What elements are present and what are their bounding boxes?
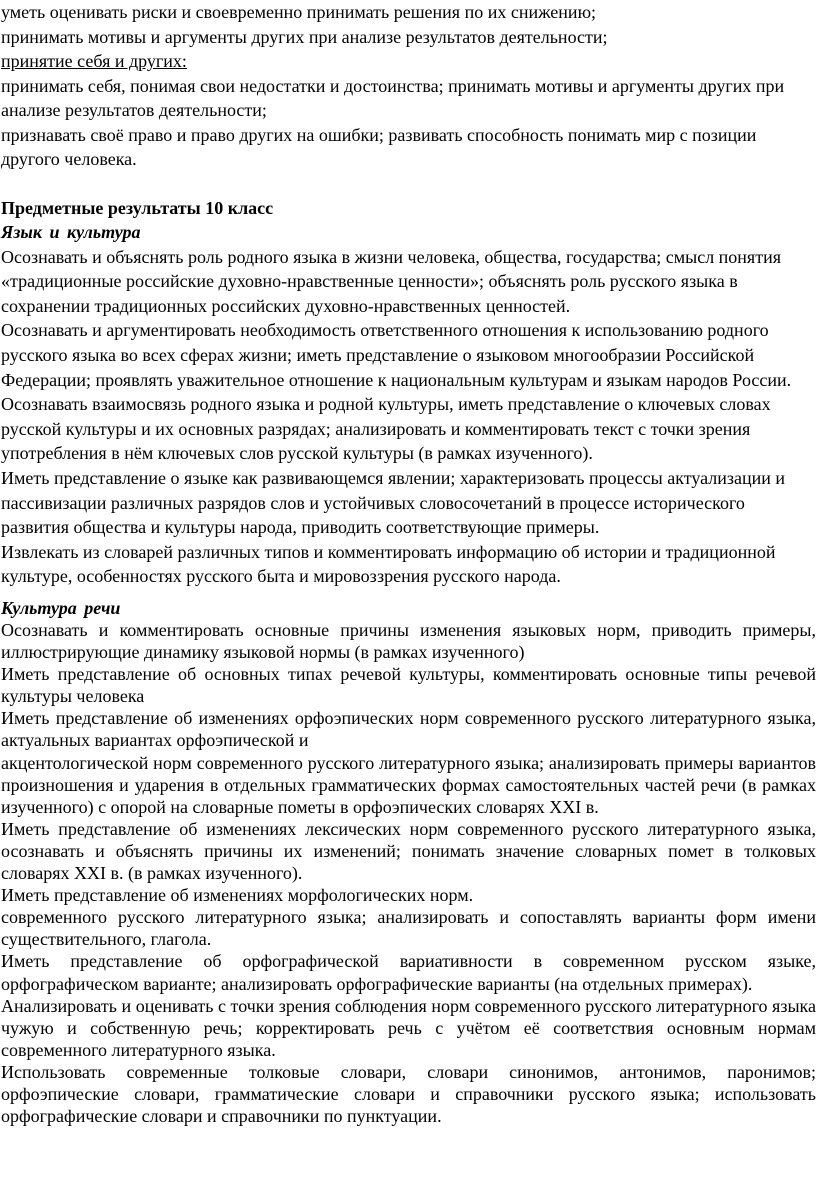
results-heading: Предметные результаты 10 класс: [1, 197, 274, 218]
intro-paragraph-2: признавать своё право и право других на ошибки; развивать способность понимать мир с позиции другого человека.: [1, 124, 757, 169]
language-culture-title: Язык и культура: [1, 222, 141, 243]
language-culture-paragraph: Осознавать взаимосвязь родного языка и родной культуры, иметь представление о ключевых словах русской культуры и их основных разрядах; анализировать и комментировать текст с точки зрения употребления в нём ключевых слов русской культуры (в рамках изученного).: [1, 394, 771, 464]
speech-culture-paragraph: современного русского литературного языка; анализировать и сопоставлять варианты форм имени существительного, глагола.: [1, 907, 816, 950]
speech-culture-section: [1, 597, 816, 1127]
intro-subtitle: принятие себя и других:: [1, 51, 187, 71]
intro-section: [1, 0, 816, 172]
language-culture-paragraph: Осознавать и аргументировать необходимость ответственного отношения к использованию родного русского языка во всех сферах жизни; иметь представление о языковом многообразии Российской Федерации; проявлять уважительное отношение к национальным культурам и языкам народов России.: [1, 320, 792, 390]
speech-culture-paragraph: Осознавать и комментировать основные причины изменения языковых норм, приводить примеры, иллюстрирующие динамику языковой нормы (в рамках изученного): [1, 620, 816, 663]
language-culture-paragraph: Извлекать из словарей различных типов и комментировать информацию об истории и традиционной культуре, особенностях русского быта и мировоззрения русского народа.: [1, 541, 776, 587]
language-culture-paragraph: Осознавать и объяснять роль родного языка в жизни человека, общества, государства; смысл понятия «традиционные российские духовно-нравственные ценности»; объяснять роль русского языка в сохранении традиционных российских духовно-нравственных ценностей.: [1, 246, 781, 316]
section-gap: [1, 172, 816, 196]
language-culture-paragraph: Иметь представление о языке как развивающемся явлении; характеризовать процессы актуализации и пассивизации различных разрядов слов и устойчивых словосочетаний в процессе исторического развития общества и культуры народа, приводить соответствующие примеры.: [1, 468, 786, 538]
speech-culture-paragraph: Использовать современные толковые словари, словари синонимов, антонимов, паронимов; орфоэпические словари, грамматические словари и справочники русского языка; использовать орфографические словари и справочники по пунктуации.: [1, 1061, 816, 1127]
speech-culture-paragraph: Иметь представление об изменениях лексических норм современного русского литературного языка, осознавать и объяснять причины их изменений; понимать значение словарных помет в толковых словарях XXI в. (в рамках изученного).: [1, 818, 816, 884]
intro-paragraph-1: принимать себя, понимая свои недостатки и достоинства; принимать мотивы и аргументы других при анализе результатов деятельности;: [1, 75, 785, 120]
intro-line-1: уметь оценивать риски и своевременно принимать решения по их снижению;: [1, 2, 597, 22]
intro-line-2: принимать мотивы и аргументы других при анализе результатов деятельности;: [1, 26, 608, 47]
speech-culture-title: Культура речи: [1, 598, 121, 618]
speech-culture-paragraph: Иметь представление об орфографической вариативности в современном русском языке, орфографическом варианте; анализировать орфографические варианты (на отдельных примерах).: [1, 951, 816, 994]
speech-culture-paragraph: Анализировать и оценивать с точки зрения соблюдения норм современного русского литературного языка чужую и собственную речь; корректировать речь с учётом её соответствия основным нормам современного литературного языка.: [1, 995, 816, 1060]
speech-culture-paragraph: акцентологической норм современного русского литературного языка; анализировать примеры вариантов произношения и ударения в отдельных грамматических формах самостоятельных частей речи (в рамках изученного) с опорой на словарные пометы в орфоэпических словарях XXI в.: [1, 752, 816, 817]
speech-culture-paragraph: Иметь представление об изменениях орфоэпических норм современного русского литературного языка, актуальных вариантах орфоэпической и: [1, 708, 816, 751]
language-culture-section: [1, 196, 816, 590]
speech-culture-paragraph: Иметь представление об изменениях морфологических норм.: [1, 885, 474, 906]
speech-culture-paragraph: Иметь представление об основных типах речевой культуры, комментировать основные типы речевой культуры человека: [1, 664, 816, 707]
